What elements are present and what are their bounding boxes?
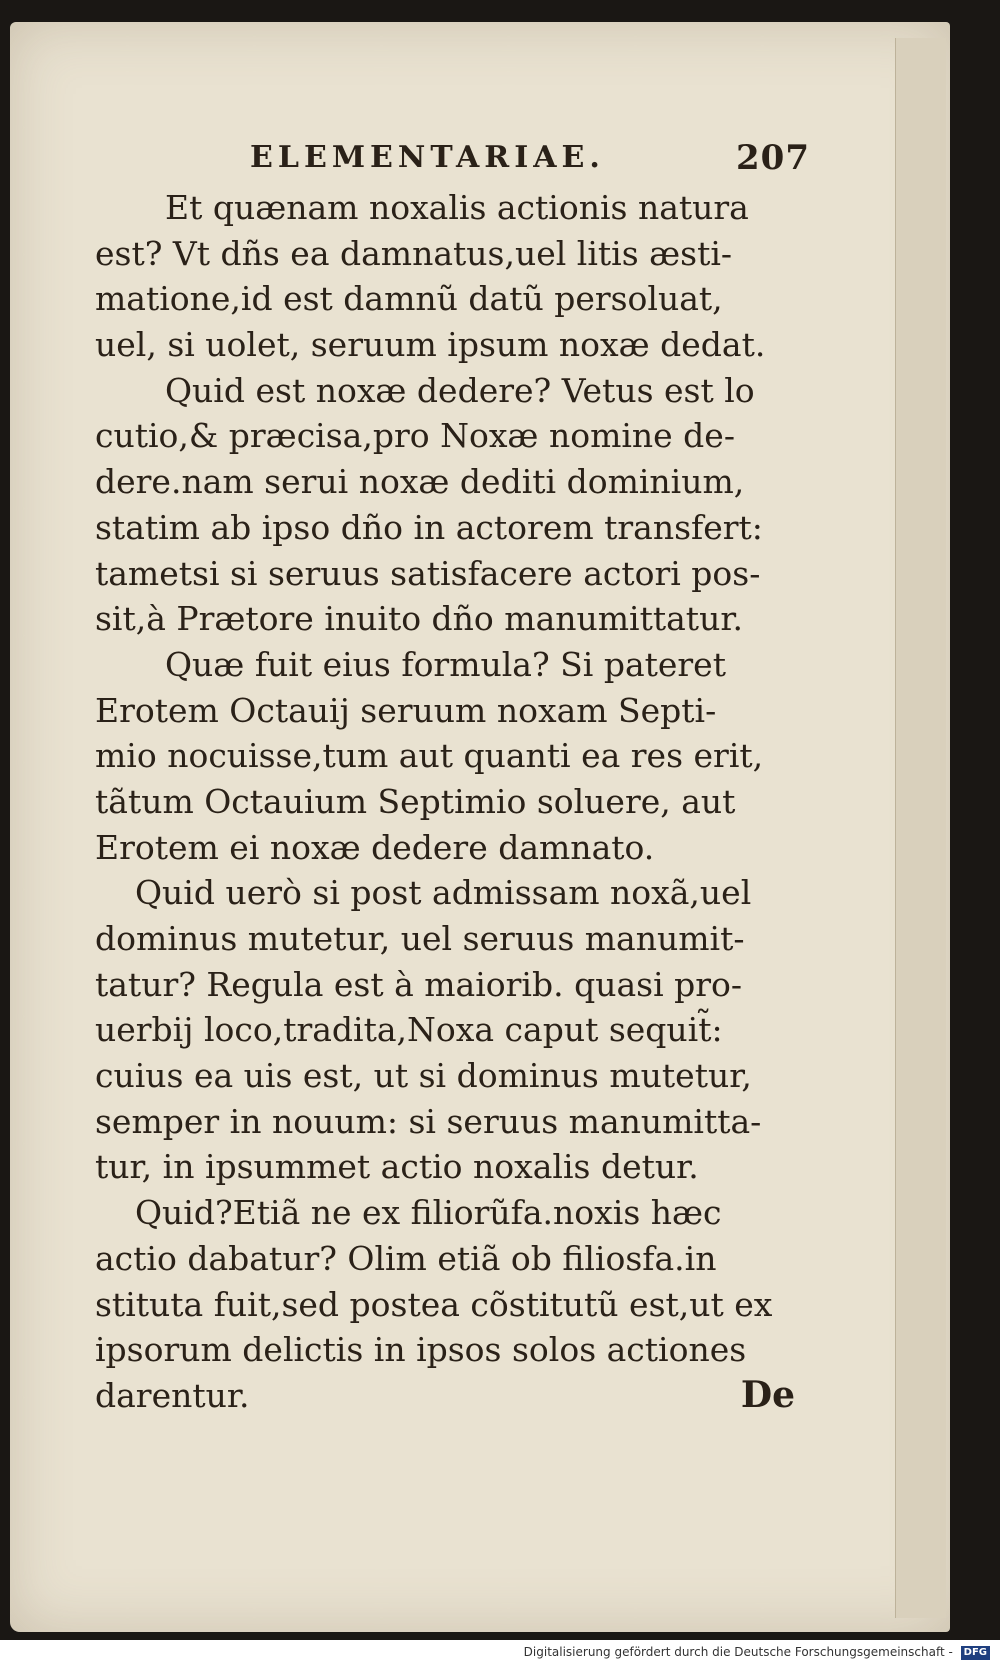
catchword: De	[740, 1373, 795, 1416]
text-line: est? Vt dñs ea damnatus,uel litis æsti-	[95, 233, 733, 273]
text-line: uel, si uolet, seruum ipsum noxæ dedat.	[95, 325, 766, 365]
digitization-footer	[0, 1640, 1000, 1664]
text-line: actio dabatur? Olim etiã ob filiosfa.in	[95, 1238, 717, 1278]
page-edge	[895, 38, 946, 1618]
text-line: Et quænam noxalis actionis natura	[165, 188, 749, 227]
running-head-title: ELEMENTARIAE.	[250, 140, 605, 175]
text-line: tur, in ipsummet actio noxalis detur.	[95, 1147, 699, 1187]
text-line: Quæ fuit eius formula? Si pateret	[165, 644, 726, 684]
dfg-logo: DFG	[961, 1646, 990, 1660]
text-line: cuius ea uis est, ut si dominus mutetur,	[95, 1056, 752, 1096]
text-line	[95, 1373, 795, 1419]
text-line: Quid?Etiã ne ex filiorũfa.noxis hæc	[135, 1193, 722, 1233]
last-line-text: darentur.	[95, 1375, 250, 1415]
page-number: 207	[736, 138, 810, 178]
text-line: tatur? Regula est à maiorib. quasi pro-	[95, 964, 743, 1004]
text-line: sit,à Prætore inuito dño manumittatur.	[95, 599, 743, 639]
text-line: Quid est noxæ dedere? Vetus est lo	[165, 370, 755, 410]
text-line: Erotem Octauij seruum noxam Septi-	[95, 690, 717, 730]
text-line: stituta fuit,sed postea cõstitutũ est,ut ex	[95, 1284, 773, 1324]
text-line: semper in nouum: si seruus manumitta-	[95, 1101, 762, 1141]
funding-credit: Digitalisierung gefördert durch die Deutsche Forschungsgemeinschaft -	[523, 1645, 953, 1659]
text-line: Quid uerò si post admissam noxã,uel	[135, 873, 752, 913]
text-line: uerbij loco,tradita,Noxa caput sequit̃:	[95, 1010, 723, 1050]
text-line: dere.nam serui noxæ dediti dominium,	[95, 462, 745, 502]
running-head	[250, 138, 810, 178]
text-line: tametsi si seruus satisfacere actori pos-	[95, 553, 761, 593]
body-text	[95, 185, 795, 1419]
text-line: mio nocuisse,tum aut quanti ea res erit,	[95, 736, 764, 776]
text-line: cutio,& præcisa,pro Noxæ nomine de-	[95, 416, 735, 456]
text-line: statim ab ipso dño in actorem transfert:	[95, 507, 763, 547]
text-line: matione,id est damnũ datũ persoluat,	[95, 279, 723, 319]
text-line: Erotem ei noxæ dedere damnato.	[95, 827, 655, 867]
text-line: tãtum Octauium Septimio soluere, aut	[95, 781, 736, 821]
text-line: ipsorum delictis in ipsos solos actiones	[95, 1330, 747, 1370]
text-line: dominus mutetur, uel seruus manumit-	[95, 919, 745, 958]
